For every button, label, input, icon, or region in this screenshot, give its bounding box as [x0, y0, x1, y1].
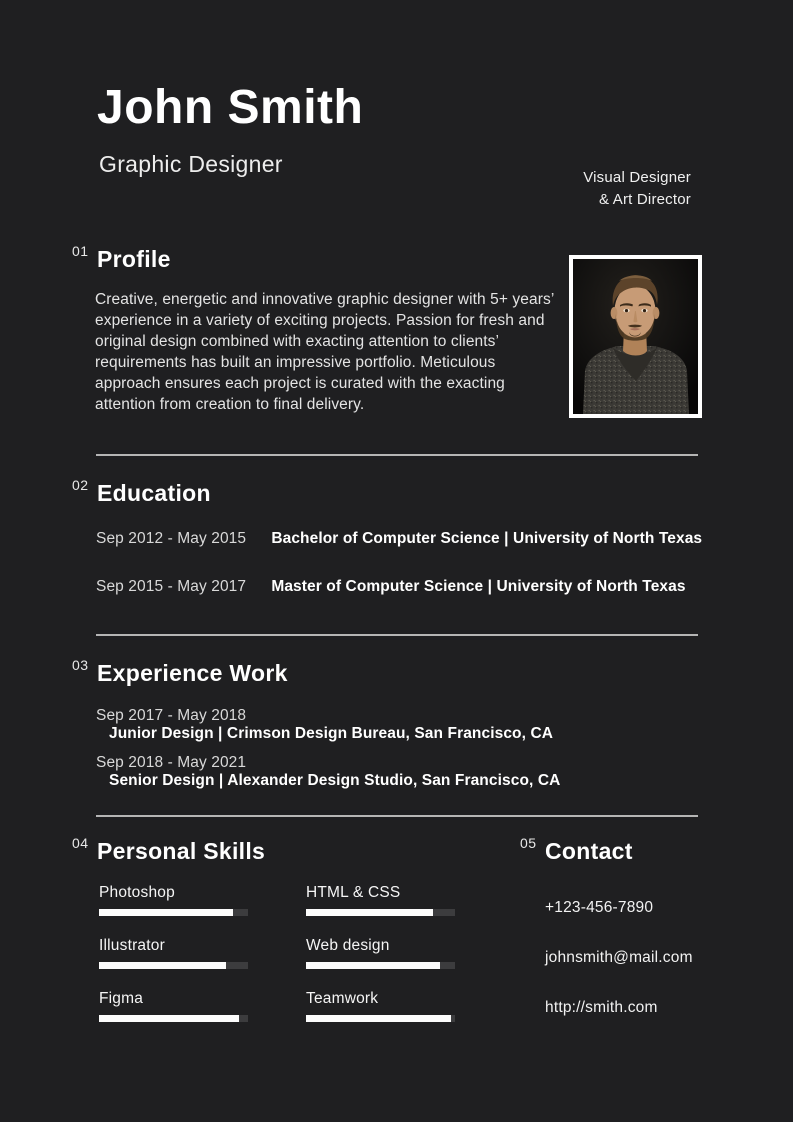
job-title: Graphic Designer	[99, 151, 283, 177]
experience-detail: Junior Design | Crimson Design Bureau, San Francisco, CA	[109, 725, 554, 742]
portrait-illustration	[573, 259, 698, 414]
experience-section-number: 03	[72, 657, 89, 673]
tagline-line-1: Visual Designer	[583, 169, 691, 186]
skills-section-heading: Personal Skills	[97, 838, 266, 864]
skill-item	[306, 990, 466, 1022]
skill-label: Figma	[99, 990, 144, 1007]
education-dates: Sep 2012 - May 2015	[96, 530, 247, 547]
skill-label: HTML & CSS	[306, 884, 401, 901]
skill-bar-fill	[306, 1015, 451, 1022]
section-divider	[96, 634, 698, 636]
tagline	[583, 167, 691, 210]
experience-dates: Sep 2018 - May 2021	[96, 754, 247, 771]
person-name: John Smith	[97, 81, 364, 134]
contact-section-heading: Contact	[545, 838, 633, 864]
skill-bar-track	[306, 1015, 455, 1022]
skill-label: Illustrator	[99, 937, 165, 954]
skill-item	[99, 937, 259, 969]
education-row	[96, 530, 706, 548]
profile-section-heading: Profile	[97, 246, 171, 272]
education-section-number: 02	[72, 477, 89, 493]
experience-detail: Senior Design | Alexander Design Studio, San Francisco, CA	[109, 772, 561, 789]
skill-bar-fill	[306, 962, 440, 969]
contact-phone: +123-456-7890	[545, 899, 654, 916]
skill-label: Photoshop	[99, 884, 175, 901]
skills-section-number: 04	[72, 835, 89, 851]
skill-item	[306, 884, 466, 916]
profile-section-number: 01	[72, 243, 89, 259]
skill-item	[99, 884, 259, 916]
skill-bar-track	[99, 909, 248, 916]
skill-label: Teamwork	[306, 990, 379, 1007]
education-row	[96, 578, 706, 596]
experience-row	[96, 707, 706, 743]
skill-label: Web design	[306, 937, 390, 954]
contact-section-number: 05	[520, 835, 537, 851]
education-dates: Sep 2015 - May 2017	[96, 578, 247, 595]
skill-bar-fill	[99, 909, 233, 916]
section-divider	[96, 815, 698, 817]
skill-bar-track	[99, 962, 248, 969]
education-detail: Master of Computer Science | University of North Texas	[271, 578, 686, 595]
skills-column-left	[99, 884, 259, 1043]
skill-bar-track	[99, 1015, 248, 1022]
education-section-heading: Education	[97, 480, 211, 506]
contact-website: http://smith.com	[545, 999, 658, 1016]
section-divider	[96, 454, 698, 456]
skills-column-right	[306, 884, 466, 1043]
education-detail: Bachelor of Computer Science | University of North Texas	[271, 530, 703, 547]
skill-bar-track	[306, 909, 455, 916]
skill-bar-track	[306, 962, 455, 969]
skill-bar-fill	[99, 1015, 239, 1022]
skill-item	[99, 990, 259, 1022]
experience-section-heading: Experience Work	[97, 660, 288, 686]
skill-bar-fill	[306, 909, 433, 916]
profile-photo	[569, 255, 702, 418]
profile-text: Creative, energetic and innovative graphic designer with 5+ years’ experience in a variety of exciting projects. Passion for fresh and original design combined with exacting attention to clients’ requirements has built an impressive portfolio. Meticulous approach ensures each project is curated with the exacting attention from creation to final delivery.	[95, 291, 554, 413]
tagline-line-2: & Art Director	[599, 190, 691, 208]
skill-bar-fill	[99, 962, 226, 969]
experience-dates: Sep 2017 - May 2018	[96, 707, 247, 724]
contact-email: johnsmith@mail.com	[545, 949, 693, 966]
skill-item	[306, 937, 466, 969]
contact-list	[545, 899, 693, 1049]
experience-row	[96, 754, 706, 790]
